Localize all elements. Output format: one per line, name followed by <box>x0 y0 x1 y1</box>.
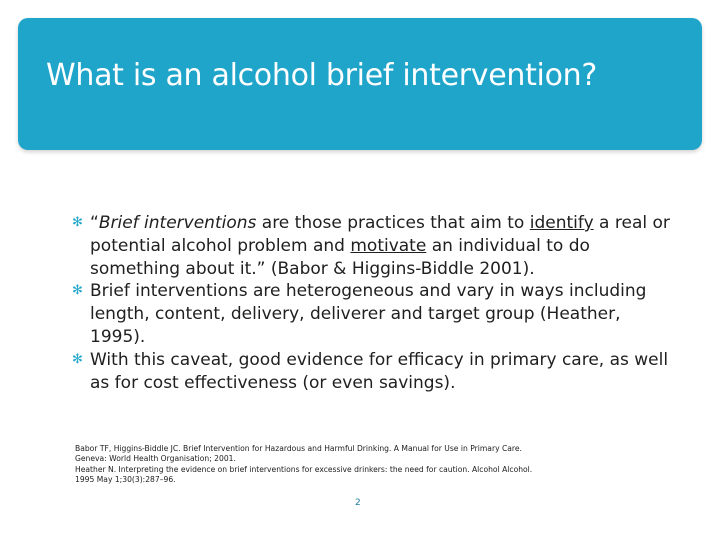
bullet-text: With this caveat, good evidence for efficacy in primary care, as well as for cost effectiveness (or even savings). <box>90 349 669 393</box>
reference-line: Geneva: World Health Organisation; 2001. <box>75 454 236 464</box>
references <box>75 444 675 486</box>
reference-line: Babor TF, Higgins-Biddle JC. Brief Intervention for Hazardous and Harmful Drinking. A Manual for Use in Primary Care. <box>75 444 522 453</box>
slide-title: What is an alcohol brief intervention? <box>46 58 597 93</box>
asterisk-bullet-icon: ✻ <box>72 215 83 230</box>
bullet-item <box>72 349 672 395</box>
reference-line: Heather N. Interpreting the evidence on brief interventions for excessive drinkers: the need for caution. Alcohol Alcohol. <box>75 464 533 474</box>
asterisk-bullet-icon: ✻ <box>72 283 83 299</box>
bullet-text: Brief interventions are heterogeneous and vary in ways including length, content, delivery, deliverer and target group (Heather, 1995). <box>90 281 647 347</box>
asterisk-bullet-icon: ✻ <box>72 351 83 367</box>
bullet-list <box>72 212 672 394</box>
bullet-text: “Brief interventions are those practices that aim to identify a real or potential alcohol problem and motivate an individual to do something about it.” (Babor & Higgins-Biddle 2001). <box>90 213 670 279</box>
reference-line: 1995 May 1;30(3):287–96. <box>75 475 176 485</box>
page-number: 2 <box>355 498 361 508</box>
bullet-item <box>72 212 672 280</box>
title-banner <box>18 18 702 150</box>
bullet-item <box>72 280 672 348</box>
